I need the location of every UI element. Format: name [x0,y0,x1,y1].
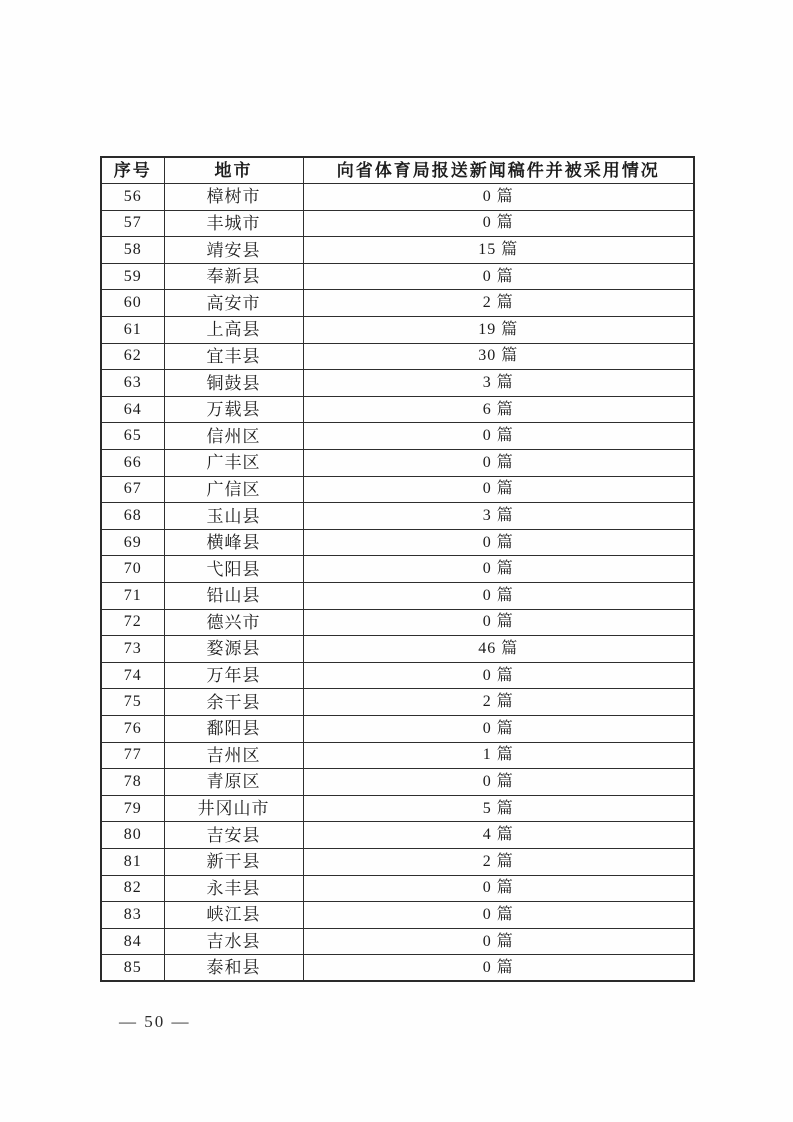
cell-city: 鄱阳县 [164,715,303,742]
table-row [101,396,694,423]
cell-serial-no: 59 [101,263,164,290]
cell-serial-no: 81 [101,848,164,875]
cell-serial-no: 77 [101,742,164,769]
cell-article-count: 15 篇 [303,237,694,264]
cell-article-count: 0 篇 [303,184,694,211]
cell-serial-no: 58 [101,237,164,264]
cell-article-count: 0 篇 [303,875,694,902]
cell-serial-no: 83 [101,902,164,929]
cell-article-count: 2 篇 [303,290,694,317]
cell-city: 峡江县 [164,902,303,929]
cell-city: 婺源县 [164,636,303,663]
cell-city: 新干县 [164,848,303,875]
cell-city: 余干县 [164,689,303,716]
table-row [101,583,694,610]
cell-article-count: 3 篇 [303,370,694,397]
cell-city: 万年县 [164,662,303,689]
table-row [101,290,694,317]
cell-city: 万载县 [164,396,303,423]
cell-article-count: 0 篇 [303,902,694,929]
cell-city: 吉水县 [164,928,303,955]
cell-article-count: 6 篇 [303,396,694,423]
cell-article-count: 0 篇 [303,210,694,237]
table-row [101,822,694,849]
table-row [101,795,694,822]
cell-article-count: 2 篇 [303,689,694,716]
cell-article-count: 19 篇 [303,317,694,344]
cell-serial-no: 79 [101,795,164,822]
cell-serial-no: 80 [101,822,164,849]
cell-article-count: 0 篇 [303,769,694,796]
news-submission-table [100,156,695,982]
column-header-serial-no: 序号 [101,157,164,184]
table-row [101,848,694,875]
table-row [101,742,694,769]
cell-city: 樟树市 [164,184,303,211]
cell-city: 丰城市 [164,210,303,237]
cell-serial-no: 63 [101,370,164,397]
cell-city: 靖安县 [164,237,303,264]
cell-article-count: 0 篇 [303,609,694,636]
table-row [101,263,694,290]
table-row [101,237,694,264]
table-row [101,423,694,450]
table-row [101,184,694,211]
cell-article-count: 0 篇 [303,476,694,503]
cell-city: 玉山县 [164,503,303,530]
cell-serial-no: 69 [101,529,164,556]
cell-article-count: 0 篇 [303,423,694,450]
cell-city: 信州区 [164,423,303,450]
cell-article-count: 0 篇 [303,450,694,477]
cell-serial-no: 68 [101,503,164,530]
cell-serial-no: 57 [101,210,164,237]
cell-article-count: 30 篇 [303,343,694,370]
cell-city: 吉州区 [164,742,303,769]
table-row [101,317,694,344]
cell-serial-no: 61 [101,317,164,344]
cell-article-count: 3 篇 [303,503,694,530]
table-row [101,370,694,397]
cell-city: 井冈山市 [164,795,303,822]
cell-article-count: 0 篇 [303,556,694,583]
table-row [101,715,694,742]
cell-city: 吉安县 [164,822,303,849]
cell-serial-no: 78 [101,769,164,796]
table-row [101,556,694,583]
cell-serial-no: 84 [101,928,164,955]
table-body [101,184,694,982]
column-header-articles-adopted: 向省体育局报送新闻稿件并被采用情况 [303,157,694,184]
cell-city: 宜丰县 [164,343,303,370]
cell-article-count: 4 篇 [303,822,694,849]
table-row [101,875,694,902]
table-row [101,902,694,929]
cell-city: 广信区 [164,476,303,503]
cell-serial-no: 74 [101,662,164,689]
cell-serial-no: 71 [101,583,164,610]
table-row [101,529,694,556]
table-row [101,928,694,955]
table-row [101,476,694,503]
table-row [101,689,694,716]
cell-article-count: 0 篇 [303,583,694,610]
cell-city: 泰和县 [164,955,303,982]
cell-city: 高安市 [164,290,303,317]
cell-article-count: 0 篇 [303,955,694,982]
table-header-row [101,157,694,184]
cell-city: 上高县 [164,317,303,344]
cell-serial-no: 64 [101,396,164,423]
cell-article-count: 0 篇 [303,928,694,955]
cell-city: 铅山县 [164,583,303,610]
table-row [101,662,694,689]
cell-city: 永丰县 [164,875,303,902]
cell-article-count: 0 篇 [303,263,694,290]
cell-city: 横峰县 [164,529,303,556]
cell-serial-no: 56 [101,184,164,211]
cell-serial-no: 72 [101,609,164,636]
table-row [101,503,694,530]
cell-serial-no: 70 [101,556,164,583]
cell-city: 青原区 [164,769,303,796]
table-row [101,955,694,982]
cell-article-count: 0 篇 [303,529,694,556]
cell-city: 弋阳县 [164,556,303,583]
cell-serial-no: 65 [101,423,164,450]
page-number: — 50 — [119,1012,191,1031]
cell-city: 奉新县 [164,263,303,290]
cell-serial-no: 85 [101,955,164,982]
cell-article-count: 46 篇 [303,636,694,663]
cell-article-count: 2 篇 [303,848,694,875]
cell-article-count: 0 篇 [303,662,694,689]
cell-city: 铜鼓县 [164,370,303,397]
cell-city: 广丰区 [164,450,303,477]
cell-serial-no: 67 [101,476,164,503]
cell-article-count: 1 篇 [303,742,694,769]
table-row [101,210,694,237]
cell-city: 德兴市 [164,609,303,636]
cell-article-count: 0 篇 [303,715,694,742]
cell-article-count: 5 篇 [303,795,694,822]
table-row [101,450,694,477]
table-row [101,343,694,370]
table-row [101,769,694,796]
cell-serial-no: 73 [101,636,164,663]
cell-serial-no: 66 [101,450,164,477]
cell-serial-no: 75 [101,689,164,716]
cell-serial-no: 82 [101,875,164,902]
table-row [101,636,694,663]
cell-serial-no: 76 [101,715,164,742]
cell-serial-no: 62 [101,343,164,370]
column-header-city: 地市 [164,157,303,184]
cell-serial-no: 60 [101,290,164,317]
table-row [101,609,694,636]
